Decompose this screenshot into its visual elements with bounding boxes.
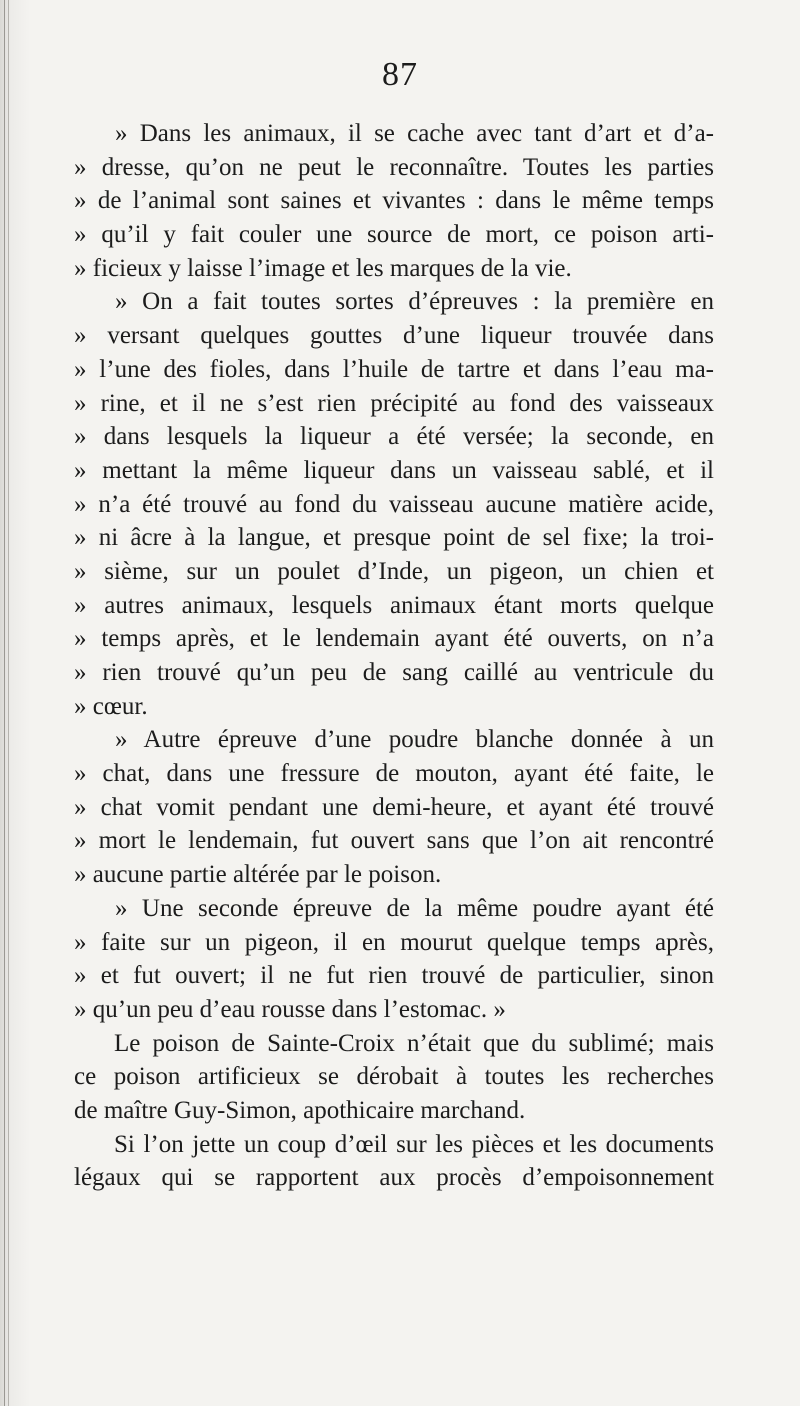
text-line: » sième, sur un poulet d’Inde, un pigeon, un chien et: [74, 557, 714, 585]
text-line: » de l’animal sont saines et vivantes : dans le même temps: [74, 187, 714, 215]
body-text: [74, 117, 714, 1195]
text-line: » faite sur un pigeon, il en mourut quelque temps après,: [74, 928, 714, 956]
text-line: » qu’un peu d’eau rousse dans l’estomac. »: [74, 995, 506, 1023]
text-line: » temps après, et le lendemain ayant été ouverts, on n’a: [74, 625, 714, 653]
text-line: » On a fait toutes sortes d’épreuves : la première en: [115, 288, 714, 316]
text-line: » rien trouvé qu’un peu de sang caillé au ventricule du: [74, 659, 714, 686]
text-line: » versant quelques gouttes d’une liqueur trouvée dans: [74, 322, 714, 350]
text-line: » qu’il y fait couler une source de mort, ce poison arti-: [74, 221, 714, 249]
page-gutter-line: [4, 0, 5, 1406]
text-line: » ni âcre à la langue, et presque point de sel fixe; la troi-: [74, 524, 714, 552]
text-line: » mort le lendemain, fut ouvert sans que l’on ait rencontré: [74, 827, 714, 855]
text-line: légaux qui se rapportent aux procès d’empoisonnement: [74, 1164, 714, 1192]
text-line: » l’une des fioles, dans l’huile de tartre et dans l’eau ma-: [74, 355, 714, 383]
page-gutter-line: [8, 0, 9, 1406]
text-line: » n’a été trouvé au fond du vaisseau aucune matière acide,: [74, 490, 714, 518]
text-line: » rine, et il ne s’est rien précipité au fond des vaisseaux: [74, 389, 714, 417]
text-line: » dresse, qu’on ne peut le reconnaître. Toutes les parties: [74, 153, 714, 181]
text-line: » Une seconde épreuve de la même poudre ayant été: [115, 894, 714, 922]
text-line: de maître Guy-Simon, apothicaire marchand.: [74, 1096, 526, 1124]
text-line: » cœur.: [74, 692, 148, 720]
text-line: » chat, dans une fressure de mouton, ayant été faite, le: [74, 760, 714, 788]
text-line: » Dans les animaux, il se cache avec tant d’art et d’a-: [115, 120, 714, 147]
text-line: Si l’on jette un coup d’œil sur les pièces et les documents: [114, 1130, 714, 1158]
text-line: » aucune partie altérée par le poison.: [74, 861, 442, 889]
text-line: » et fut ouvert; il ne fut rien trouvé de particulier, sinon: [74, 962, 714, 990]
text-line: ce poison artificieux se dérobait à toutes les recherches: [74, 1063, 714, 1091]
text-line: » Autre épreuve d’une poudre blanche donnée à un: [115, 726, 714, 754]
text-line: Le poison de Sainte-Croix n’était que du sublimé; mais: [114, 1029, 714, 1057]
text-line: » chat vomit pendant une demi-heure, et ayant été trouvé: [74, 793, 714, 821]
text-line: » mettant la même liqueur dans un vaisseau sablé, et il: [74, 456, 714, 484]
text-line: » autres animaux, lesquels animaux étant morts quelque: [74, 591, 714, 619]
text-line: » ficieux y laisse l’image et les marques de la vie.: [74, 254, 572, 282]
page-number: 87: [382, 56, 418, 93]
text-line: » dans lesquels la liqueur a été versée; la seconde, en: [74, 423, 714, 451]
